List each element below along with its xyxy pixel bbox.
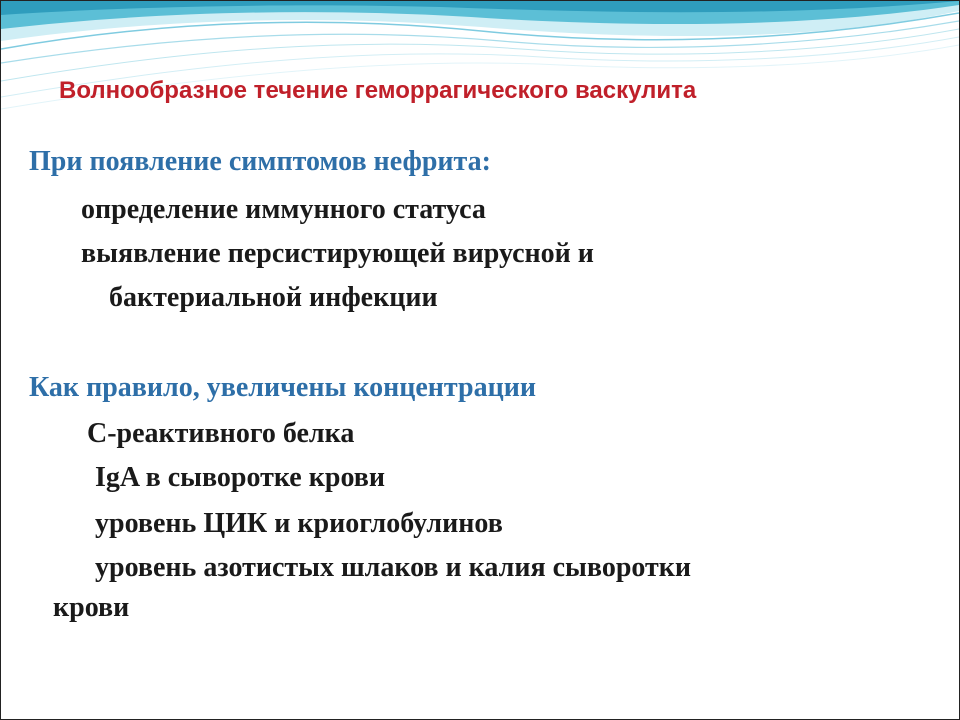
- section1-item: бактериальной инфекции: [109, 282, 438, 313]
- section2-heading: Как правило, увеличены концентрации: [29, 372, 536, 403]
- section2-item: крови: [53, 592, 130, 623]
- section2-item: С-реактивного белка: [87, 418, 355, 449]
- section2-item: IgA в сыворотке крови: [95, 462, 385, 493]
- slide-body: [1, 1, 959, 719]
- section2-item: уровень азотистых шлаков и калия сыворотки: [95, 552, 692, 583]
- section1-item: выявление персистирующей вирусной и: [81, 238, 594, 269]
- slide-title: Волнообразное течение геморрагического васкулита: [59, 77, 697, 104]
- section1-heading: При появление симптомов нефрита:: [29, 146, 491, 177]
- section2-item: уровень ЦИК и криоглобулинов: [95, 508, 503, 539]
- section1-item: определение иммунного статуса: [81, 194, 486, 225]
